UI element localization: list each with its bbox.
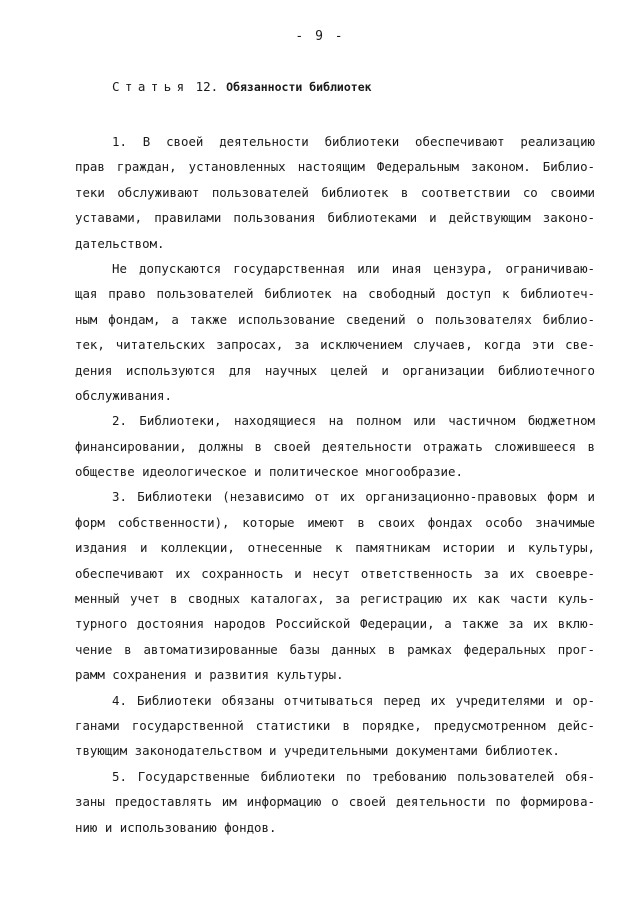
paragraph-2 [75, 256, 595, 408]
article-title: Обязанности библиотек [226, 80, 372, 94]
text-line: Не допускаются государственная или иная цензура, ограничиваю- [112, 260, 595, 276]
text-line: щая право пользователей библиотек на свободный доступ к библиотеч- [75, 286, 595, 302]
text-line: прав граждан, установленных настоящим Федеральным законом. Библио- [75, 159, 595, 175]
text-line: твующим законодательством и учредительными документами библиотек. [75, 743, 560, 759]
text-line: нию и использованию фондов. [75, 819, 277, 835]
article-label: Статья [112, 79, 190, 94]
article-body [75, 129, 595, 840]
text-line: обслуживания. [75, 387, 172, 403]
text-line: 5. Государственные библиотеки по требованию пользователей обя- [112, 768, 595, 784]
paragraph-1 [75, 129, 595, 256]
paragraph-5 [75, 688, 595, 764]
article-number: 12. [195, 79, 219, 94]
text-line: турного достояния народов Российской Федерации, а также за их вклю- [75, 616, 595, 632]
text-line: издания и коллекции, отнесенные к памятникам истории и культуры, [75, 540, 595, 556]
text-line: обществе идеологическое и политическое многообразие. [75, 464, 463, 480]
text-line: 1. В своей деятельности библиотеки обеспечивают реализацию [112, 134, 595, 149]
page-number: - 9 - [295, 29, 345, 44]
text-line: уставами, правилами пользования библиотеками и действующим законо- [75, 210, 595, 226]
paragraph-4 [75, 484, 595, 687]
text-line: тек, читательских запросах, за исключением случаев, когда эти све- [75, 337, 595, 353]
article-heading [112, 79, 372, 94]
text-line: 4. Библиотеки обязаны отчитываться перед их учредителями и ор- [112, 692, 595, 708]
text-line: форм собственности), которые имеют в своих фондах особо значимые [75, 514, 595, 530]
text-line: дательством. [75, 235, 165, 251]
paragraph-3 [75, 408, 595, 484]
text-line: чение в автоматизированные базы данных в рамках федеральных прог- [75, 641, 595, 657]
text-line: финансировании, должны в своей деятельности отражать сложившееся в [75, 438, 595, 454]
text-line: 3. Библиотеки (независимо от их организационно-правовых форм и [112, 489, 595, 505]
text-line: дения используются для научных целей и организации библиотечного [75, 362, 595, 378]
text-line: заны предоставлять им информацию о своей деятельности по формирова- [75, 794, 595, 810]
text-line: 2. Библиотеки, находящиеся на полном или частичном бюджетном [112, 413, 595, 429]
paragraph-6 [75, 764, 595, 840]
text-line: рамм сохранения и развития культуры. [75, 667, 344, 683]
text-line: теки обслуживают пользователей библиотек в соответствии со своими [75, 184, 595, 200]
text-line: менный учет в сводных каталогах, за регистрацию их как части куль- [75, 591, 595, 607]
text-line: обеспечивают их сохранность и несут ответственность за их своевре- [75, 565, 595, 581]
text-line: ганами государственной статистики в порядке, предусмотренном дейс- [75, 717, 595, 733]
text-line: ным фондам, а также использование сведений о пользователях библио- [75, 311, 595, 327]
